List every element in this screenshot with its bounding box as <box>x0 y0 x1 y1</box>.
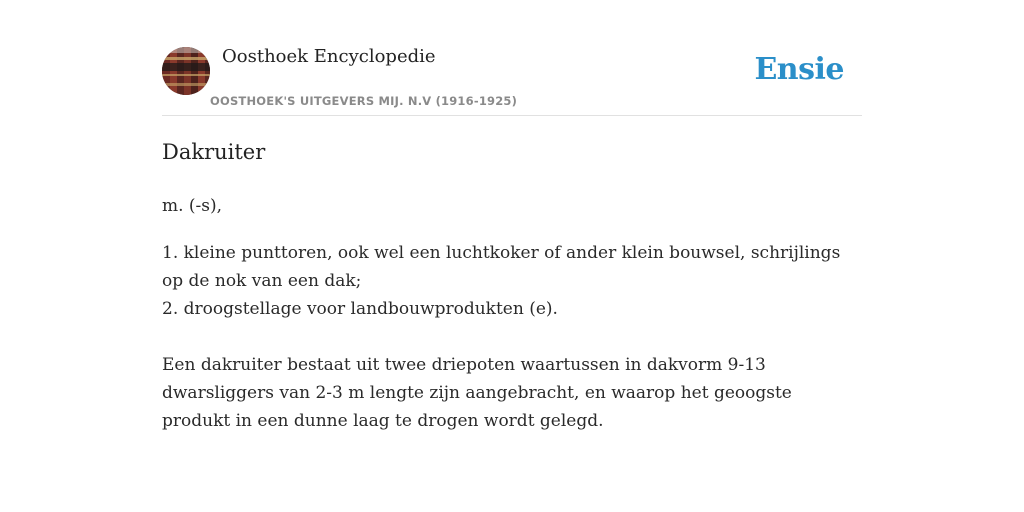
book-spines-icon <box>162 47 210 95</box>
explanation-paragraph <box>162 351 862 435</box>
source-subtitle: OOSTHOEK'S UITGEVERS MIJ. N.V (1916-1925) <box>210 94 518 108</box>
source-title[interactable]: Oosthoek Encyclopedie <box>222 46 436 67</box>
entry-title: Dakruiter <box>162 140 266 164</box>
explanation-text: Een dakruiter bestaat uit twee driepoten waartussen in dakvorm 9-13 dwarsliggers van 2-3 m lengte zijn aangebracht, en waarop het geoogste produkt in een dunne laag te drogen wordt gelegd. <box>162 355 792 431</box>
definition-item: 1. kleine punttoren, ook wel een luchtkoker of ander klein bouwsel, schrijlings op de nok van een dak; <box>162 243 841 291</box>
source-header <box>162 46 862 116</box>
definition-list <box>162 239 862 323</box>
grammar-info: m. (-s), <box>162 196 223 216</box>
definition-item: 2. droogstellage voor landbouwprodukten (e). <box>162 299 558 319</box>
source-avatar-icon[interactable] <box>162 47 210 95</box>
brand-logo[interactable]: Ensie <box>754 52 844 87</box>
